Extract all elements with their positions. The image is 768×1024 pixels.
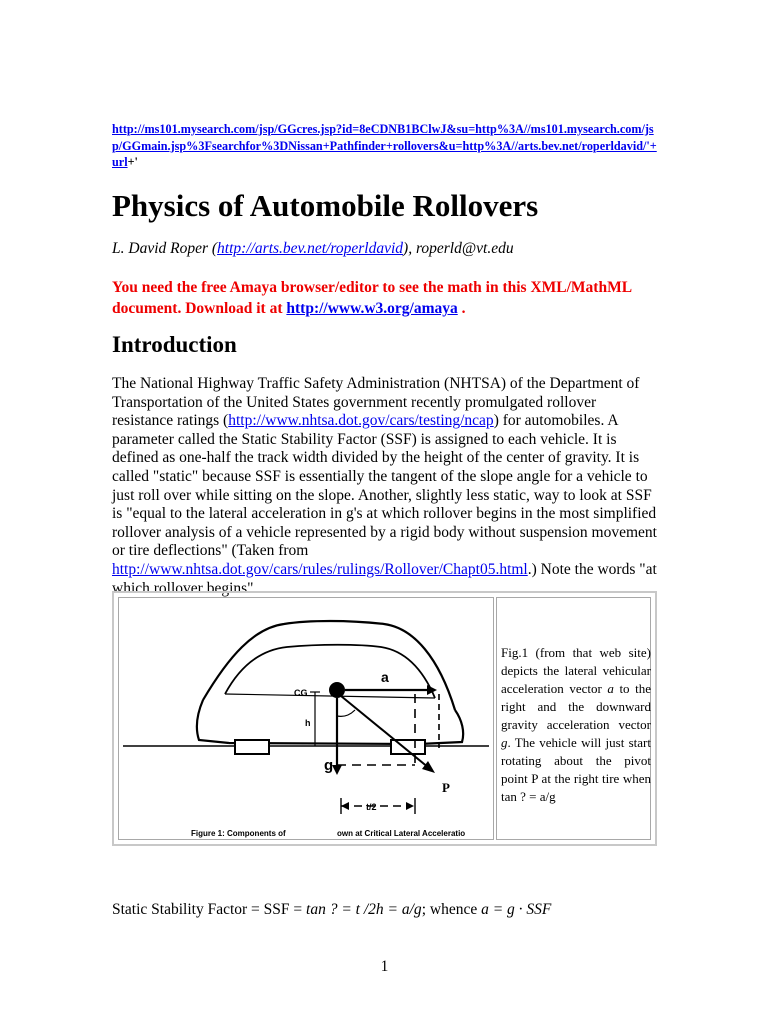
ssf-text-3: ; whence [421, 901, 482, 918]
figure-table [112, 591, 657, 846]
author-homepage-link[interactable]: http://arts.bev.net/roperldavid [217, 240, 404, 257]
amaya-download-link[interactable]: http://www.w3.org/amaya [286, 300, 458, 317]
angle-arc [337, 710, 355, 716]
intro-text-3: .) Note the words "at which rollover begins". [112, 560, 657, 597]
introduction-paragraph [112, 375, 657, 598]
figure-image-caption-left: Figure 1: Components of [191, 829, 286, 838]
search-result-link[interactable]: http://ms101.mysearch.com/jsp/GGcres.jsp?id=8eCDNB1BClwJ&su=http%3A//ms101.mysearch.com/jsp/GGmain.jsp%3Fsearchfor%3DNissan+Pathfinder+rollovers&u=http%3A//arts.bev.net/roperldavid/'+url [112, 122, 657, 169]
page-title: Physics of Automobile Rollovers [112, 188, 539, 223]
warning-suffix: . [457, 300, 466, 317]
ssf-text-1: Static Stability Factor = SSF = [112, 901, 307, 918]
amaya-warning [112, 277, 657, 319]
ssf-text-2: tan ? = t /2h = a/g [306, 901, 422, 918]
author-email: ), roperld@vt.edu [403, 240, 514, 257]
ncap-link[interactable]: http://www.nhtsa.dot.gov/cars/testing/ncap [228, 412, 494, 430]
caption-g: g [501, 735, 508, 750]
figure-caption [501, 644, 651, 806]
left-tire [235, 740, 269, 754]
author-name: L. David Roper ( [112, 240, 218, 257]
car-window-sill [225, 694, 435, 698]
car-body [197, 621, 463, 744]
top-link-block [112, 121, 657, 171]
caption-text-1: Fig.1 (from that web site) depicts the lateral vehicular acceleration vector [501, 645, 651, 696]
figure-caption-cell [496, 597, 651, 840]
figure-image-caption-right: own at Critical Lateral Acceleratio [337, 829, 466, 838]
intro-text-2: ) for automobiles. A parameter called the Static Stability Factor (SSF) is assigned to each vehicle. It is defined as one-half the track width divided by the height of the center of gravity. It is called "static" because SSF is essentially the tangent of the slope angle for a vehicle to just roll over while sitting on the slope. Another, slightly less static, way to look at SSF is "equal to the lateral acceleration in g's at which rollover begins in the most simplified rollover analysis of a vehicle represented by a rigid body without suspension movement or tire deflections" (Taken from [112, 412, 657, 560]
gravity-arrowhead [332, 765, 342, 775]
intro-text-1: The National Highway Traffic Safety Administration (NHTSA) of the Department of Transportation of the United States government recently promulgated rollover resistance ratings ( [112, 375, 640, 430]
a-label: a [381, 669, 389, 685]
caption-text-3: . The vehicle will just start rotating about the pivot point P at the right tire when tan ? = a/g [501, 735, 651, 804]
caption-a: a [607, 681, 614, 696]
half-track-arrow-left [341, 802, 349, 810]
acceleration-arrowhead [427, 685, 437, 695]
rollover-diagram [119, 598, 493, 839]
h-label: h [305, 718, 311, 728]
ssf-formula [112, 901, 551, 919]
introduction-heading: Introduction [112, 332, 237, 357]
author-line [112, 240, 514, 258]
ssf-text-4: a = g · SSF [481, 901, 552, 918]
g-label: g [324, 757, 334, 774]
pivot-label: P [442, 780, 450, 795]
caption-text-2: to the right and the downward gravity acceleration vector [501, 681, 652, 732]
chapt05-link[interactable]: http://www.nhtsa.dot.gov/cars/rules/rulings/Rollover/Chapt05.html [112, 560, 528, 578]
figure-1-image [118, 597, 494, 840]
warning-text: You need the free Amaya browser/editor to see the math in this XML/MathML document. Download it at [112, 279, 632, 317]
half-track-arrow-right [406, 802, 414, 810]
t2-label: t/2 [366, 802, 377, 812]
cg-label: CG [294, 688, 308, 698]
top-link-suffix: +' [127, 155, 138, 169]
center-of-gravity-marker [329, 682, 345, 698]
page-number: 1 [380, 958, 389, 975]
